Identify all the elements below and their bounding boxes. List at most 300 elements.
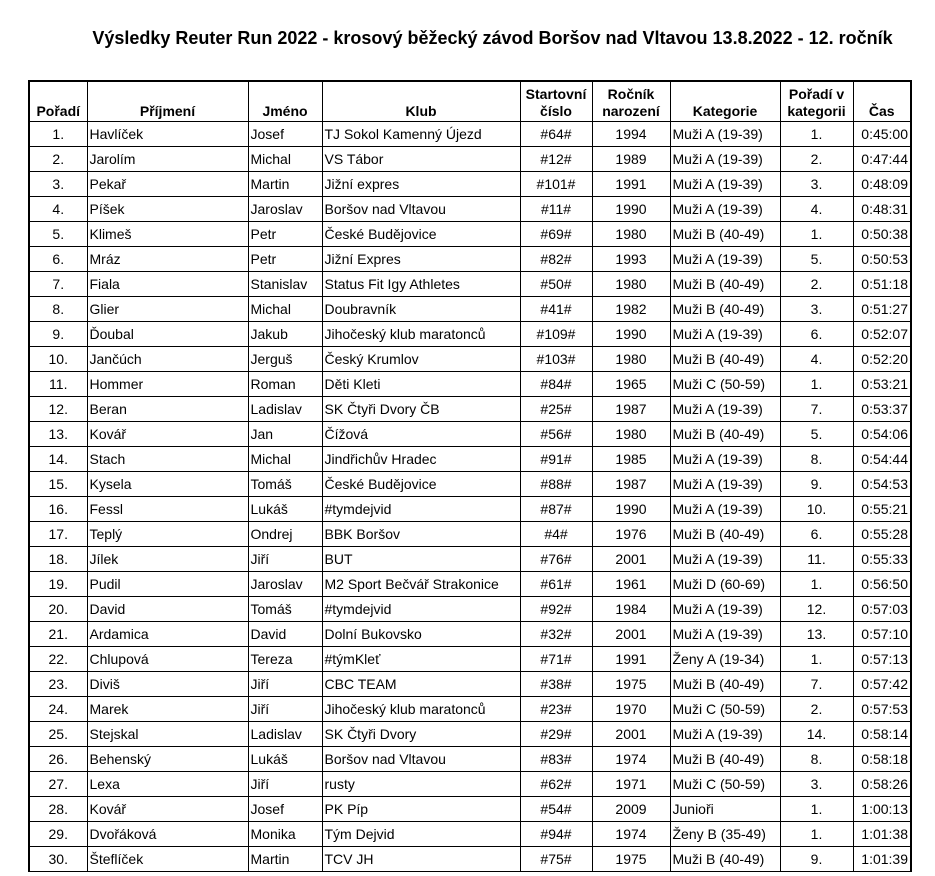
cell-kategorie: Muži A (19-39): [670, 197, 780, 222]
cell-prijmeni: Klimeš: [87, 222, 248, 247]
cell-cas: 0:54:06: [853, 422, 911, 447]
cell-startovni-cislo: #82#: [520, 247, 592, 272]
cell-poradi-v-kategorii: 6.: [780, 522, 853, 547]
cell-cas: 0:45:00: [853, 122, 911, 147]
cell-poradi-v-kategorii: 1.: [780, 222, 853, 247]
table-row: [29, 147, 911, 172]
cell-poradi-v-kategorii: 1.: [780, 572, 853, 597]
cell-startovni-cislo: #103#: [520, 347, 592, 372]
table-row: [29, 747, 911, 772]
cell-startovni-cislo: #88#: [520, 472, 592, 497]
cell-cas: 0:48:09: [853, 172, 911, 197]
cell-startovni-cislo: #54#: [520, 797, 592, 822]
cell-prijmeni: Fiala: [87, 272, 248, 297]
cell-poradi-v-kategorii: 7.: [780, 672, 853, 697]
cell-jmeno: Petr: [248, 222, 322, 247]
cell-poradi: 23.: [29, 672, 87, 697]
cell-klub: Doubravník: [322, 297, 520, 322]
cell-poradi: 17.: [29, 522, 87, 547]
cell-startovni-cislo: #11#: [520, 197, 592, 222]
table-row: [29, 247, 911, 272]
cell-rocnik: 1982: [592, 297, 670, 322]
cell-poradi-v-kategorii: 3.: [780, 297, 853, 322]
cell-prijmeni: Diviš: [87, 672, 248, 697]
cell-cas: 0:50:38: [853, 222, 911, 247]
table-row: [29, 522, 911, 547]
cell-jmeno: Jaroslav: [248, 197, 322, 222]
cell-cas: 0:58:18: [853, 747, 911, 772]
cell-poradi-v-kategorii: 2.: [780, 272, 853, 297]
cell-cas: 0:50:53: [853, 247, 911, 272]
header-rocnik-line1: Ročník: [607, 86, 655, 102]
cell-poradi: 1.: [29, 122, 87, 147]
table-row: [29, 597, 911, 622]
cell-rocnik: 1991: [592, 647, 670, 672]
cell-startovni-cislo: #38#: [520, 672, 592, 697]
table-row: [29, 472, 911, 497]
cell-rocnik: 1990: [592, 197, 670, 222]
cell-cas: 0:53:21: [853, 372, 911, 397]
cell-startovni-cislo: #64#: [520, 122, 592, 147]
cell-kategorie: Muži A (19-39): [670, 722, 780, 747]
cell-cas: 0:55:21: [853, 497, 911, 522]
cell-rocnik: 1974: [592, 822, 670, 847]
cell-klub: Jižní expres: [322, 172, 520, 197]
cell-poradi-v-kategorii: 13.: [780, 622, 853, 647]
cell-poradi-v-kategorii: 1.: [780, 797, 853, 822]
cell-cas: 0:56:50: [853, 572, 911, 597]
cell-prijmeni: Lexa: [87, 772, 248, 797]
table-row: [29, 822, 911, 847]
cell-poradi-v-kategorii: 5.: [780, 247, 853, 272]
header-poradi-kat-line2: kategorii: [787, 103, 846, 119]
table-row: [29, 397, 911, 422]
cell-prijmeni: Dvořáková: [87, 822, 248, 847]
table-row: [29, 722, 911, 747]
cell-jmeno: Tereza: [248, 647, 322, 672]
cell-kategorie: Muži D (60-69): [670, 572, 780, 597]
cell-jmeno: Ladislav: [248, 722, 322, 747]
cell-startovni-cislo: #75#: [520, 847, 592, 872]
cell-kategorie: Muži B (40-49): [670, 347, 780, 372]
cell-klub: Boršov nad Vltavou: [322, 747, 520, 772]
header-startovni-line2: číslo: [540, 103, 572, 119]
cell-jmeno: Monika: [248, 822, 322, 847]
cell-rocnik: 1984: [592, 597, 670, 622]
cell-poradi: 14.: [29, 447, 87, 472]
cell-jmeno: Michal: [248, 147, 322, 172]
cell-jmeno: Ondrej: [248, 522, 322, 547]
cell-startovni-cislo: #41#: [520, 297, 592, 322]
cell-cas: 0:55:33: [853, 547, 911, 572]
table-row: [29, 622, 911, 647]
cell-startovni-cislo: #56#: [520, 422, 592, 447]
cell-cas: 0:57:03: [853, 597, 911, 622]
cell-poradi: 16.: [29, 497, 87, 522]
cell-rocnik: 1980: [592, 422, 670, 447]
cell-startovni-cislo: #71#: [520, 647, 592, 672]
cell-jmeno: Martin: [248, 847, 322, 872]
cell-rocnik: 1971: [592, 772, 670, 797]
cell-kategorie: Muži A (19-39): [670, 447, 780, 472]
cell-rocnik: 1987: [592, 397, 670, 422]
cell-poradi: 22.: [29, 647, 87, 672]
cell-cas: 0:58:14: [853, 722, 911, 747]
cell-klub: Jihočeský klub maratonců: [322, 697, 520, 722]
cell-klub: TJ Sokol Kamenný Újezd: [322, 122, 520, 147]
header-rocnik-narozeni: [592, 81, 670, 122]
cell-jmeno: Tomáš: [248, 472, 322, 497]
cell-jmeno: Ladislav: [248, 397, 322, 422]
cell-jmeno: Petr: [248, 247, 322, 272]
header-kategorie: Kategorie: [670, 81, 780, 122]
cell-prijmeni: Kovář: [87, 797, 248, 822]
cell-rocnik: 1985: [592, 447, 670, 472]
cell-jmeno: Lukáš: [248, 497, 322, 522]
table-row: [29, 697, 911, 722]
table-row: [29, 447, 911, 472]
cell-prijmeni: Ďoubal: [87, 322, 248, 347]
cell-poradi: 24.: [29, 697, 87, 722]
cell-klub: Tým Dejvid: [322, 822, 520, 847]
cell-klub: Jindřichův Hradec: [322, 447, 520, 472]
cell-klub: České Budějovice: [322, 222, 520, 247]
cell-rocnik: 1974: [592, 747, 670, 772]
cell-kategorie: Muži C (50-59): [670, 372, 780, 397]
cell-poradi-v-kategorii: 12.: [780, 597, 853, 622]
cell-poradi: 29.: [29, 822, 87, 847]
cell-poradi-v-kategorii: 9.: [780, 847, 853, 872]
cell-poradi-v-kategorii: 6.: [780, 322, 853, 347]
header-klub: Klub: [322, 81, 520, 122]
cell-jmeno: Josef: [248, 122, 322, 147]
cell-klub: #týmKleť: [322, 647, 520, 672]
cell-rocnik: 2001: [592, 622, 670, 647]
cell-kategorie: Muži A (19-39): [670, 397, 780, 422]
cell-kategorie: Muži B (40-49): [670, 847, 780, 872]
cell-rocnik: 1976: [592, 522, 670, 547]
table-row: [29, 197, 911, 222]
results-table: [28, 80, 912, 872]
cell-kategorie: Junioři: [670, 797, 780, 822]
cell-cas: 1:01:39: [853, 847, 911, 872]
cell-kategorie: Ženy B (35-49): [670, 822, 780, 847]
cell-kategorie: Muži A (19-39): [670, 472, 780, 497]
cell-rocnik: 1980: [592, 347, 670, 372]
cell-poradi-v-kategorii: 8.: [780, 447, 853, 472]
cell-rocnik: 2009: [592, 797, 670, 822]
cell-kategorie: Muži A (19-39): [670, 122, 780, 147]
cell-jmeno: Jiří: [248, 672, 322, 697]
cell-startovni-cislo: #94#: [520, 822, 592, 847]
cell-rocnik: 1975: [592, 672, 670, 697]
cell-rocnik: 1990: [592, 497, 670, 522]
table-row: [29, 322, 911, 347]
cell-prijmeni: Ardamica: [87, 622, 248, 647]
cell-cas: 0:55:28: [853, 522, 911, 547]
cell-prijmeni: Pekař: [87, 172, 248, 197]
cell-klub: Boršov nad Vltavou: [322, 197, 520, 222]
table-row: [29, 672, 911, 697]
table-row: [29, 547, 911, 572]
cell-prijmeni: Stach: [87, 447, 248, 472]
cell-jmeno: Michal: [248, 297, 322, 322]
cell-kategorie: Muži A (19-39): [670, 547, 780, 572]
header-poradi: Pořadí: [29, 81, 87, 122]
table-row: [29, 272, 911, 297]
cell-jmeno: Martin: [248, 172, 322, 197]
cell-poradi-v-kategorii: 5.: [780, 422, 853, 447]
cell-kategorie: Muži B (40-49): [670, 672, 780, 697]
cell-rocnik: 2001: [592, 722, 670, 747]
cell-poradi: 8.: [29, 297, 87, 322]
cell-startovni-cislo: #23#: [520, 697, 592, 722]
cell-startovni-cislo: #83#: [520, 747, 592, 772]
cell-startovni-cislo: #101#: [520, 172, 592, 197]
cell-rocnik: 1970: [592, 697, 670, 722]
cell-rocnik: 2001: [592, 547, 670, 572]
cell-cas: 0:51:18: [853, 272, 911, 297]
table-row: [29, 222, 911, 247]
cell-klub: CBC TEAM: [322, 672, 520, 697]
cell-klub: SK Čtyři Dvory ČB: [322, 397, 520, 422]
table-row: [29, 572, 911, 597]
cell-kategorie: Muži A (19-39): [670, 597, 780, 622]
cell-poradi: 26.: [29, 747, 87, 772]
cell-jmeno: Lukáš: [248, 747, 322, 772]
cell-prijmeni: Fessl: [87, 497, 248, 522]
cell-poradi: 7.: [29, 272, 87, 297]
cell-rocnik: 1991: [592, 172, 670, 197]
cell-poradi: 20.: [29, 597, 87, 622]
table-row: [29, 122, 911, 147]
table-row: [29, 372, 911, 397]
cell-cas: 0:54:44: [853, 447, 911, 472]
header-rocnik-line2: narození: [602, 103, 660, 119]
cell-cas: 0:53:37: [853, 397, 911, 422]
cell-rocnik: 1961: [592, 572, 670, 597]
cell-prijmeni: Hommer: [87, 372, 248, 397]
cell-jmeno: Jerguš: [248, 347, 322, 372]
cell-rocnik: 1980: [592, 222, 670, 247]
cell-klub: Český Krumlov: [322, 347, 520, 372]
cell-startovni-cislo: #76#: [520, 547, 592, 572]
cell-rocnik: 1994: [592, 122, 670, 147]
table-row: [29, 797, 911, 822]
cell-kategorie: Muži C (50-59): [670, 772, 780, 797]
cell-poradi: 21.: [29, 622, 87, 647]
cell-startovni-cislo: #29#: [520, 722, 592, 747]
cell-klub: Čížová: [322, 422, 520, 447]
cell-prijmeni: Mráz: [87, 247, 248, 272]
table-row: [29, 497, 911, 522]
cell-prijmeni: Kysela: [87, 472, 248, 497]
cell-kategorie: Muži A (19-39): [670, 147, 780, 172]
cell-kategorie: Muži A (19-39): [670, 622, 780, 647]
cell-jmeno: Michal: [248, 447, 322, 472]
cell-jmeno: Jiří: [248, 772, 322, 797]
cell-rocnik: 1987: [592, 472, 670, 497]
cell-cas: 0:52:07: [853, 322, 911, 347]
cell-cas: 1:01:38: [853, 822, 911, 847]
table-row: [29, 347, 911, 372]
cell-kategorie: Ženy A (19-34): [670, 647, 780, 672]
cell-startovni-cislo: #92#: [520, 597, 592, 622]
cell-prijmeni: Teplý: [87, 522, 248, 547]
cell-poradi-v-kategorii: 2.: [780, 697, 853, 722]
cell-jmeno: Stanislav: [248, 272, 322, 297]
cell-startovni-cislo: #91#: [520, 447, 592, 472]
cell-prijmeni: Pudil: [87, 572, 248, 597]
cell-poradi: 28.: [29, 797, 87, 822]
table-row: [29, 422, 911, 447]
cell-poradi: 15.: [29, 472, 87, 497]
header-row: [29, 81, 911, 122]
cell-poradi: 9.: [29, 322, 87, 347]
cell-poradi-v-kategorii: 1.: [780, 647, 853, 672]
cell-jmeno: Jiří: [248, 547, 322, 572]
cell-cas: 0:51:27: [853, 297, 911, 322]
cell-klub: PK Píp: [322, 797, 520, 822]
cell-prijmeni: Chlupová: [87, 647, 248, 672]
cell-klub: Děti Kleti: [322, 372, 520, 397]
cell-klub: TCV JH: [322, 847, 520, 872]
cell-kategorie: Muži A (19-39): [670, 247, 780, 272]
cell-poradi: 18.: [29, 547, 87, 572]
cell-klub: České Budějovice: [322, 472, 520, 497]
cell-startovni-cislo: #61#: [520, 572, 592, 597]
cell-poradi: 6.: [29, 247, 87, 272]
cell-klub: M2 Sport Bečvář Strakonice: [322, 572, 520, 597]
cell-poradi: 12.: [29, 397, 87, 422]
cell-startovni-cislo: #12#: [520, 147, 592, 172]
cell-kategorie: Muži B (40-49): [670, 297, 780, 322]
cell-startovni-cislo: #62#: [520, 772, 592, 797]
cell-poradi-v-kategorii: 11.: [780, 547, 853, 572]
header-prijmeni: Příjmení: [87, 81, 248, 122]
cell-kategorie: Muži B (40-49): [670, 222, 780, 247]
cell-poradi-v-kategorii: 8.: [780, 747, 853, 772]
cell-klub: Jižní Expres: [322, 247, 520, 272]
cell-kategorie: Muži A (19-39): [670, 497, 780, 522]
cell-rocnik: 1965: [592, 372, 670, 397]
cell-klub: Jihočeský klub maratonců: [322, 322, 520, 347]
cell-poradi: 11.: [29, 372, 87, 397]
cell-jmeno: Jakub: [248, 322, 322, 347]
cell-poradi: 2.: [29, 147, 87, 172]
cell-kategorie: Muži A (19-39): [670, 322, 780, 347]
cell-startovni-cislo: #32#: [520, 622, 592, 647]
cell-prijmeni: Glier: [87, 297, 248, 322]
cell-poradi: 25.: [29, 722, 87, 747]
cell-startovni-cislo: #109#: [520, 322, 592, 347]
cell-poradi: 5.: [29, 222, 87, 247]
cell-poradi: 13.: [29, 422, 87, 447]
cell-rocnik: 1975: [592, 847, 670, 872]
cell-cas: 0:48:31: [853, 197, 911, 222]
table-row: [29, 647, 911, 672]
cell-rocnik: 1993: [592, 247, 670, 272]
cell-klub: #tymdejvid: [322, 597, 520, 622]
header-startovni-line1: Startovní: [525, 86, 587, 102]
cell-startovni-cislo: #84#: [520, 372, 592, 397]
cell-klub: Status Fit Igy Athletes: [322, 272, 520, 297]
table-row: [29, 172, 911, 197]
cell-startovni-cislo: #87#: [520, 497, 592, 522]
cell-cas: 0:54:53: [853, 472, 911, 497]
header-jmeno: Jméno: [248, 81, 322, 122]
cell-cas: 0:57:13: [853, 647, 911, 672]
cell-kategorie: Muži B (40-49): [670, 747, 780, 772]
cell-poradi-v-kategorii: 1.: [780, 372, 853, 397]
cell-poradi-v-kategorii: 14.: [780, 722, 853, 747]
cell-poradi-v-kategorii: 1.: [780, 822, 853, 847]
cell-kategorie: Muži B (40-49): [670, 522, 780, 547]
cell-kategorie: Muži A (19-39): [670, 172, 780, 197]
cell-prijmeni: Stejskal: [87, 722, 248, 747]
results-body: [29, 122, 911, 872]
cell-prijmeni: David: [87, 597, 248, 622]
cell-poradi: 10.: [29, 347, 87, 372]
cell-startovni-cislo: #69#: [520, 222, 592, 247]
cell-cas: 0:57:53: [853, 697, 911, 722]
cell-poradi-v-kategorii: 4.: [780, 347, 853, 372]
cell-klub: SK Čtyři Dvory: [322, 722, 520, 747]
cell-poradi-v-kategorii: 3.: [780, 772, 853, 797]
cell-kategorie: Muži B (40-49): [670, 422, 780, 447]
cell-prijmeni: Šteflíček: [87, 847, 248, 872]
cell-prijmeni: Kovář: [87, 422, 248, 447]
cell-poradi: 19.: [29, 572, 87, 597]
cell-poradi: 27.: [29, 772, 87, 797]
cell-poradi-v-kategorii: 7.: [780, 397, 853, 422]
cell-rocnik: 1989: [592, 147, 670, 172]
cell-klub: VS Tábor: [322, 147, 520, 172]
cell-prijmeni: Havlíček: [87, 122, 248, 147]
cell-cas: 0:47:44: [853, 147, 911, 172]
cell-poradi-v-kategorii: 9.: [780, 472, 853, 497]
cell-klub: Dolní Bukovsko: [322, 622, 520, 647]
cell-poradi-v-kategorii: 10.: [780, 497, 853, 522]
cell-klub: rusty: [322, 772, 520, 797]
cell-poradi-v-kategorii: 4.: [780, 197, 853, 222]
header-startovni-cislo: [520, 81, 592, 122]
cell-prijmeni: Behenský: [87, 747, 248, 772]
table-row: [29, 847, 911, 872]
cell-poradi: 30.: [29, 847, 87, 872]
cell-poradi-v-kategorii: 3.: [780, 172, 853, 197]
cell-poradi: 3.: [29, 172, 87, 197]
cell-cas: 0:57:42: [853, 672, 911, 697]
cell-startovni-cislo: #50#: [520, 272, 592, 297]
cell-poradi: 4.: [29, 197, 87, 222]
cell-poradi-v-kategorii: 2.: [780, 147, 853, 172]
cell-prijmeni: Píšek: [87, 197, 248, 222]
table-row: [29, 297, 911, 322]
cell-jmeno: Roman: [248, 372, 322, 397]
cell-klub: #tymdejvid: [322, 497, 520, 522]
cell-startovni-cislo: #4#: [520, 522, 592, 547]
cell-rocnik: 1990: [592, 322, 670, 347]
cell-jmeno: Tomáš: [248, 597, 322, 622]
cell-jmeno: Jaroslav: [248, 572, 322, 597]
cell-kategorie: Muži B (40-49): [670, 272, 780, 297]
cell-cas: 1:00:13: [853, 797, 911, 822]
cell-jmeno: Jan: [248, 422, 322, 447]
cell-jmeno: Jiří: [248, 697, 322, 722]
cell-prijmeni: Beran: [87, 397, 248, 422]
header-poradi-kat-line1: Pořadí v: [788, 86, 845, 102]
